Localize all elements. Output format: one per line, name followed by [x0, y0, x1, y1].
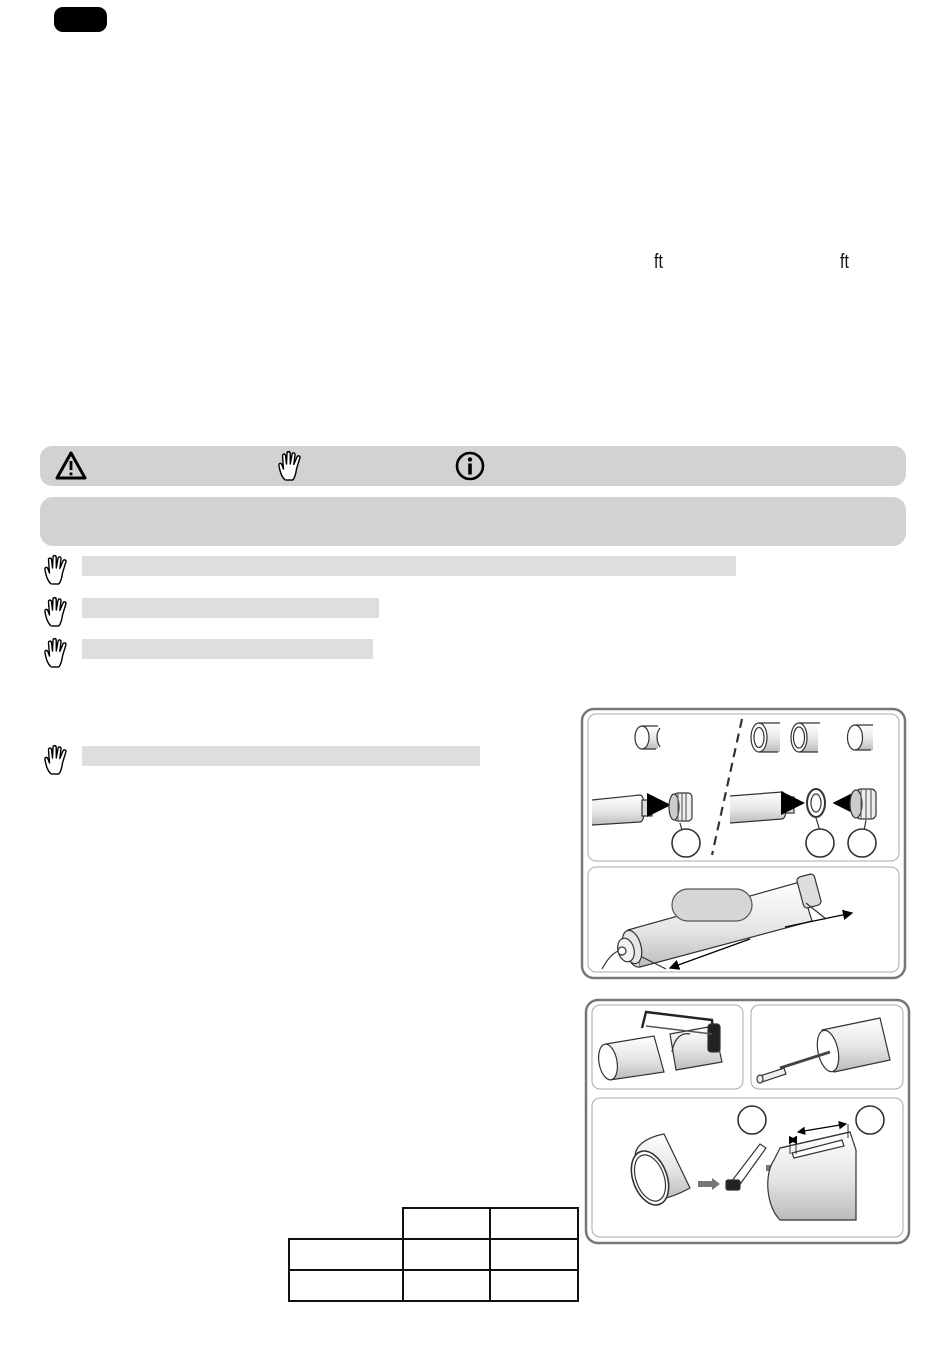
table-cell: [490, 1270, 578, 1301]
table-cell: [289, 1208, 403, 1239]
hand-icon: [42, 744, 72, 782]
section-title-bar: [40, 497, 906, 546]
table-cell: [403, 1270, 490, 1301]
info-circle-icon: [454, 450, 486, 487]
symbol-legend-bar: [40, 446, 906, 486]
table-cell: [289, 1239, 403, 1270]
language-badge: [54, 7, 107, 32]
note-text-strip: [82, 598, 379, 618]
table-cell: [490, 1208, 578, 1239]
table-row: [289, 1239, 578, 1270]
table-cell: [403, 1208, 490, 1239]
table-cell: [490, 1239, 578, 1270]
unit-label: ft: [840, 251, 849, 273]
hand-icon: [42, 596, 72, 634]
dimension-table: [288, 1207, 579, 1302]
warning-triangle-icon: [54, 450, 88, 487]
hand-icon: [276, 450, 306, 488]
table-row: [289, 1270, 578, 1301]
note-text-strip: [82, 639, 373, 659]
hand-icon: [42, 637, 72, 675]
motor-assembly-figure: [580, 707, 908, 981]
note-text-strip: [82, 556, 736, 576]
table-row: [289, 1208, 578, 1239]
table-cell: [403, 1239, 490, 1270]
unit-label: ft: [654, 251, 663, 273]
table-cell: [289, 1270, 403, 1301]
note-text-strip: [82, 746, 480, 766]
tube-cutting-figure: [584, 998, 912, 1246]
hand-icon: [42, 554, 72, 592]
